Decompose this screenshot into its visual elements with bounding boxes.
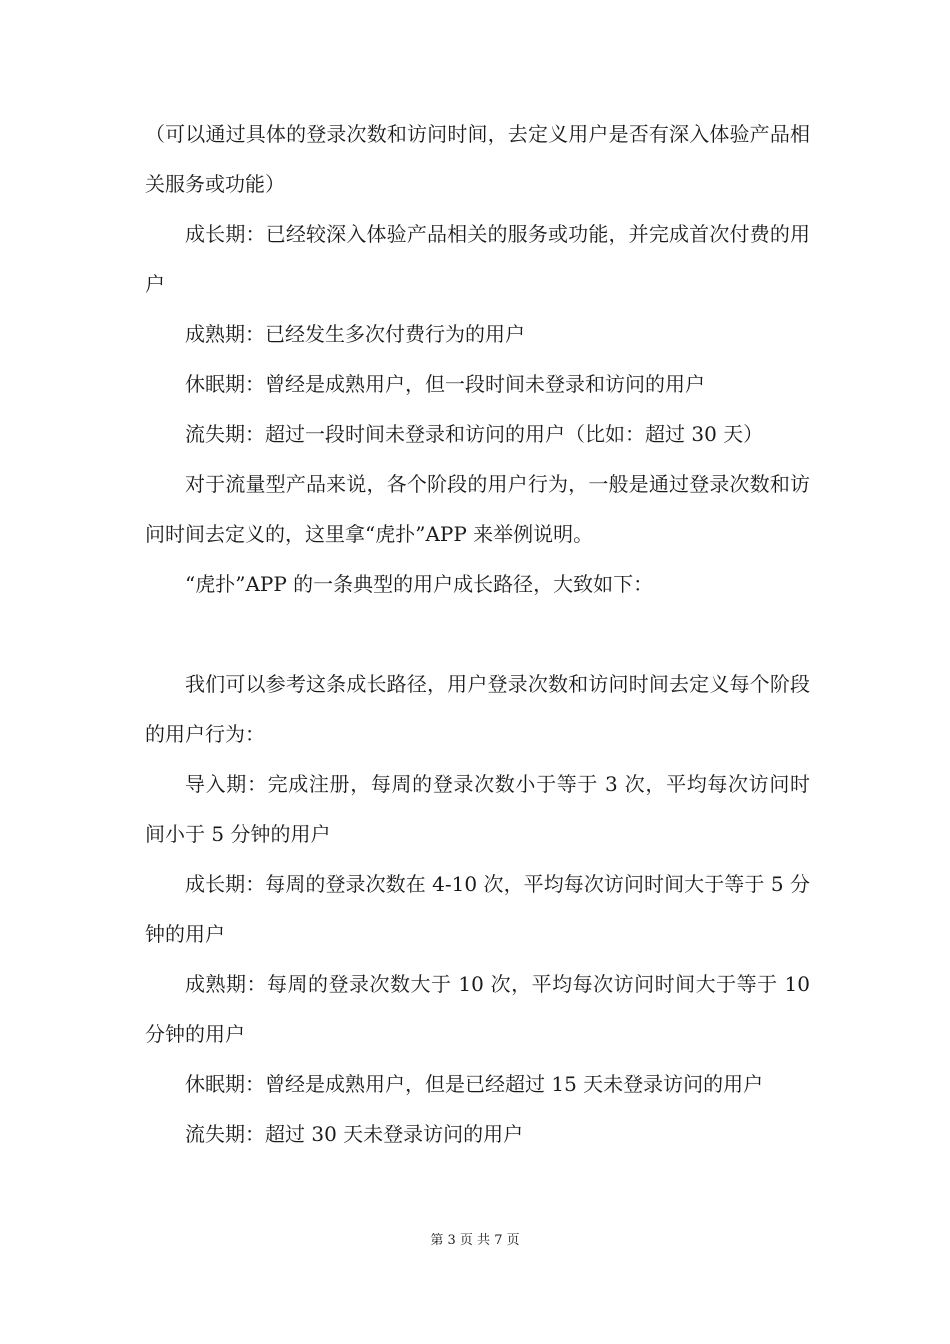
paragraph-growth-definition: 成长期：每周的登录次数在 4-10 次，平均每次访问时间大于等于 5 分钟的用户 bbox=[145, 872, 810, 946]
paragraph-intro-definition: 导入期：完成注册，每周的登录次数小于等于 3 次，平均每次访问时间小于 5 分钟的用户 bbox=[145, 772, 810, 846]
paragraph-mature-definition: 成熟期：每周的登录次数大于 10 次，平均每次访问时间大于等于 10 分钟的用户 bbox=[145, 972, 810, 1046]
paragraph-churn-stage: 流失期：超过一段时间未登录和访问的用户（比如：超过 30 天） bbox=[185, 422, 764, 446]
paragraph-dormant-stage: 休眠期：曾经是成熟用户，但一段时间未登录和访问的用户 bbox=[185, 372, 705, 396]
paragraph-traffic-products: 对于流量型产品来说，各个阶段的用户行为，一般是通过登录次数和访问时间去定义的，这里拿“虎扑”APP 来举例说明。 bbox=[145, 472, 810, 546]
paragraph-hupu-path: “虎扑”APP 的一条典型的用户成长路径，大致如下： bbox=[185, 572, 654, 596]
paragraph-spacer bbox=[145, 609, 810, 659]
paragraph-growth-stage: 成长期：已经较深入体验产品相关的服务或功能，并完成首次付费的用户 bbox=[145, 222, 810, 296]
paragraph-mature-stage: 成熟期：已经发生多次付费行为的用户 bbox=[185, 322, 525, 346]
paragraph-dormant-definition: 休眠期：曾经是成熟用户，但是已经超过 15 天未登录访问的用户 bbox=[185, 1072, 764, 1096]
paragraph-note: （可以通过具体的登录次数和访问时间，去定义用户是否有深入体验产品相关服务或功能） bbox=[145, 122, 810, 196]
page-number-footer: 第 3 页 共 7 页 bbox=[430, 1233, 520, 1248]
paragraph-reference-path: 我们可以参考这条成长路径，用户登录次数和访问时间去定义每个阶段的用户行为： bbox=[145, 672, 810, 746]
document-body bbox=[145, 109, 810, 1159]
paragraph-churn-definition: 流失期：超过 30 天未登录访问的用户 bbox=[185, 1122, 524, 1146]
